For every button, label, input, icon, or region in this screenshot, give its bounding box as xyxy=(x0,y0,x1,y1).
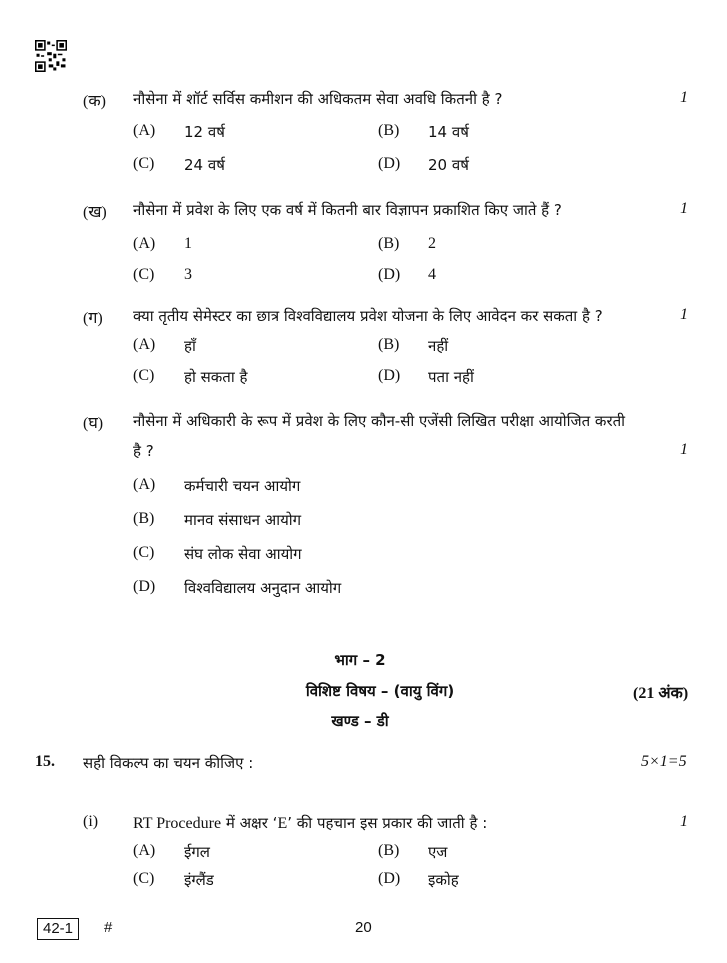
question-text: नौसेना में अधिकारी के रूप में प्रवेश के लिए कौन-सी एजेंसी लिखित परीक्षा आयोजित करती xyxy=(133,412,626,430)
question-text: नौसेना में प्रवेश के लिए एक वर्ष में कितनी बार विज्ञापन प्रकाशित किए जाते हैं ? xyxy=(133,201,562,219)
option-text: 20 वर्ष xyxy=(428,156,469,174)
option-key: (C) xyxy=(133,544,155,561)
question-label: (ख) xyxy=(83,204,107,221)
option-text: 3 xyxy=(184,266,192,283)
option-text: विश्वविद्यालय अनुदान आयोग xyxy=(184,579,342,597)
option-key: (B) xyxy=(378,235,400,252)
option-key: (B) xyxy=(378,842,400,859)
option-text: ईगल xyxy=(184,843,210,861)
option-key: (A) xyxy=(133,235,156,252)
paper-code: 42-1 xyxy=(37,918,79,940)
option-key: (D) xyxy=(133,578,156,595)
option-text: इकोह xyxy=(428,871,459,889)
option-key: (A) xyxy=(133,122,156,139)
option-text: कर्मचारी चयन आयोग xyxy=(184,477,301,495)
option-text: 12 वर्ष xyxy=(184,123,225,141)
option-key: (C) xyxy=(133,155,155,172)
option-text: इंग्लैंड xyxy=(184,871,214,889)
option-text: हो सकता है xyxy=(184,368,248,386)
question-label: (ग) xyxy=(83,310,103,327)
question-text-hindi: में अक्षर ‘ xyxy=(221,814,278,832)
question-marks: 1 xyxy=(680,441,688,458)
part-marks: (21 अंक) xyxy=(633,685,689,702)
question-instruction: सही विकल्प का चयन कीजिए : xyxy=(83,754,254,772)
option-key: (B) xyxy=(378,122,400,139)
footer-hash: # xyxy=(104,919,113,936)
question-marks: 1 xyxy=(680,200,688,217)
option-text: नहीं xyxy=(428,337,449,355)
option-text: मानव संसाधन आयोग xyxy=(184,511,302,529)
option-key: (D) xyxy=(378,870,401,887)
part-title: भाग – 2 xyxy=(334,651,386,669)
option-text: 24 वर्ष xyxy=(184,156,225,174)
question-marks: 1 xyxy=(680,813,688,830)
question-number: 15. xyxy=(35,753,55,770)
page-number: 20 xyxy=(355,919,372,936)
question-label: (i) xyxy=(83,813,99,830)
option-key: (C) xyxy=(133,266,155,283)
option-key: (A) xyxy=(133,476,156,493)
option-key: (A) xyxy=(133,842,156,859)
question-text-hindi-end: ’ की पहचान इस प्रकार की जाती है : xyxy=(287,814,488,832)
option-key: (D) xyxy=(378,266,401,283)
question-label: (घ) xyxy=(83,415,104,432)
option-key: (B) xyxy=(133,510,155,527)
question-marks: 5×1=5 xyxy=(641,753,687,770)
question-text: नौसेना में शॉर्ट सर्विस कमीशन की अधिकतम सेवा अवधि कितनी है ? xyxy=(133,90,503,108)
option-key: (C) xyxy=(133,870,155,887)
question-label: (क) xyxy=(83,93,106,110)
option-key: (C) xyxy=(133,367,155,384)
section-title: खण्ड – डी xyxy=(331,712,389,730)
option-text: पता नहीं xyxy=(428,368,474,386)
question-text: क्या तृतीय सेमेस्टर का छात्र विश्वविद्यालय प्रवेश योजना के लिए आवेदन कर सकता है ? xyxy=(133,307,603,325)
option-text: हाँ xyxy=(184,337,196,355)
option-text: 4 xyxy=(428,266,436,283)
option-key: (D) xyxy=(378,155,401,172)
option-text: 2 xyxy=(428,235,436,252)
option-text: 14 वर्ष xyxy=(428,123,469,141)
question-marks: 1 xyxy=(680,89,688,106)
option-key: (B) xyxy=(378,336,400,353)
question-text xyxy=(133,813,487,833)
qr-code xyxy=(35,40,67,72)
option-text: एज xyxy=(428,843,448,861)
question-marks: 1 xyxy=(680,306,688,323)
question-letter: E xyxy=(277,815,288,832)
option-key: (A) xyxy=(133,336,156,353)
part-subtitle: विशिष्ट विषय – (वायु विंग) xyxy=(305,682,455,700)
option-text: संघ लोक सेवा आयोग xyxy=(184,545,302,563)
option-key: (D) xyxy=(378,367,401,384)
option-text: 1 xyxy=(184,235,192,252)
question-text: है ? xyxy=(133,442,154,460)
question-text-english: RT Procedure xyxy=(133,815,222,832)
